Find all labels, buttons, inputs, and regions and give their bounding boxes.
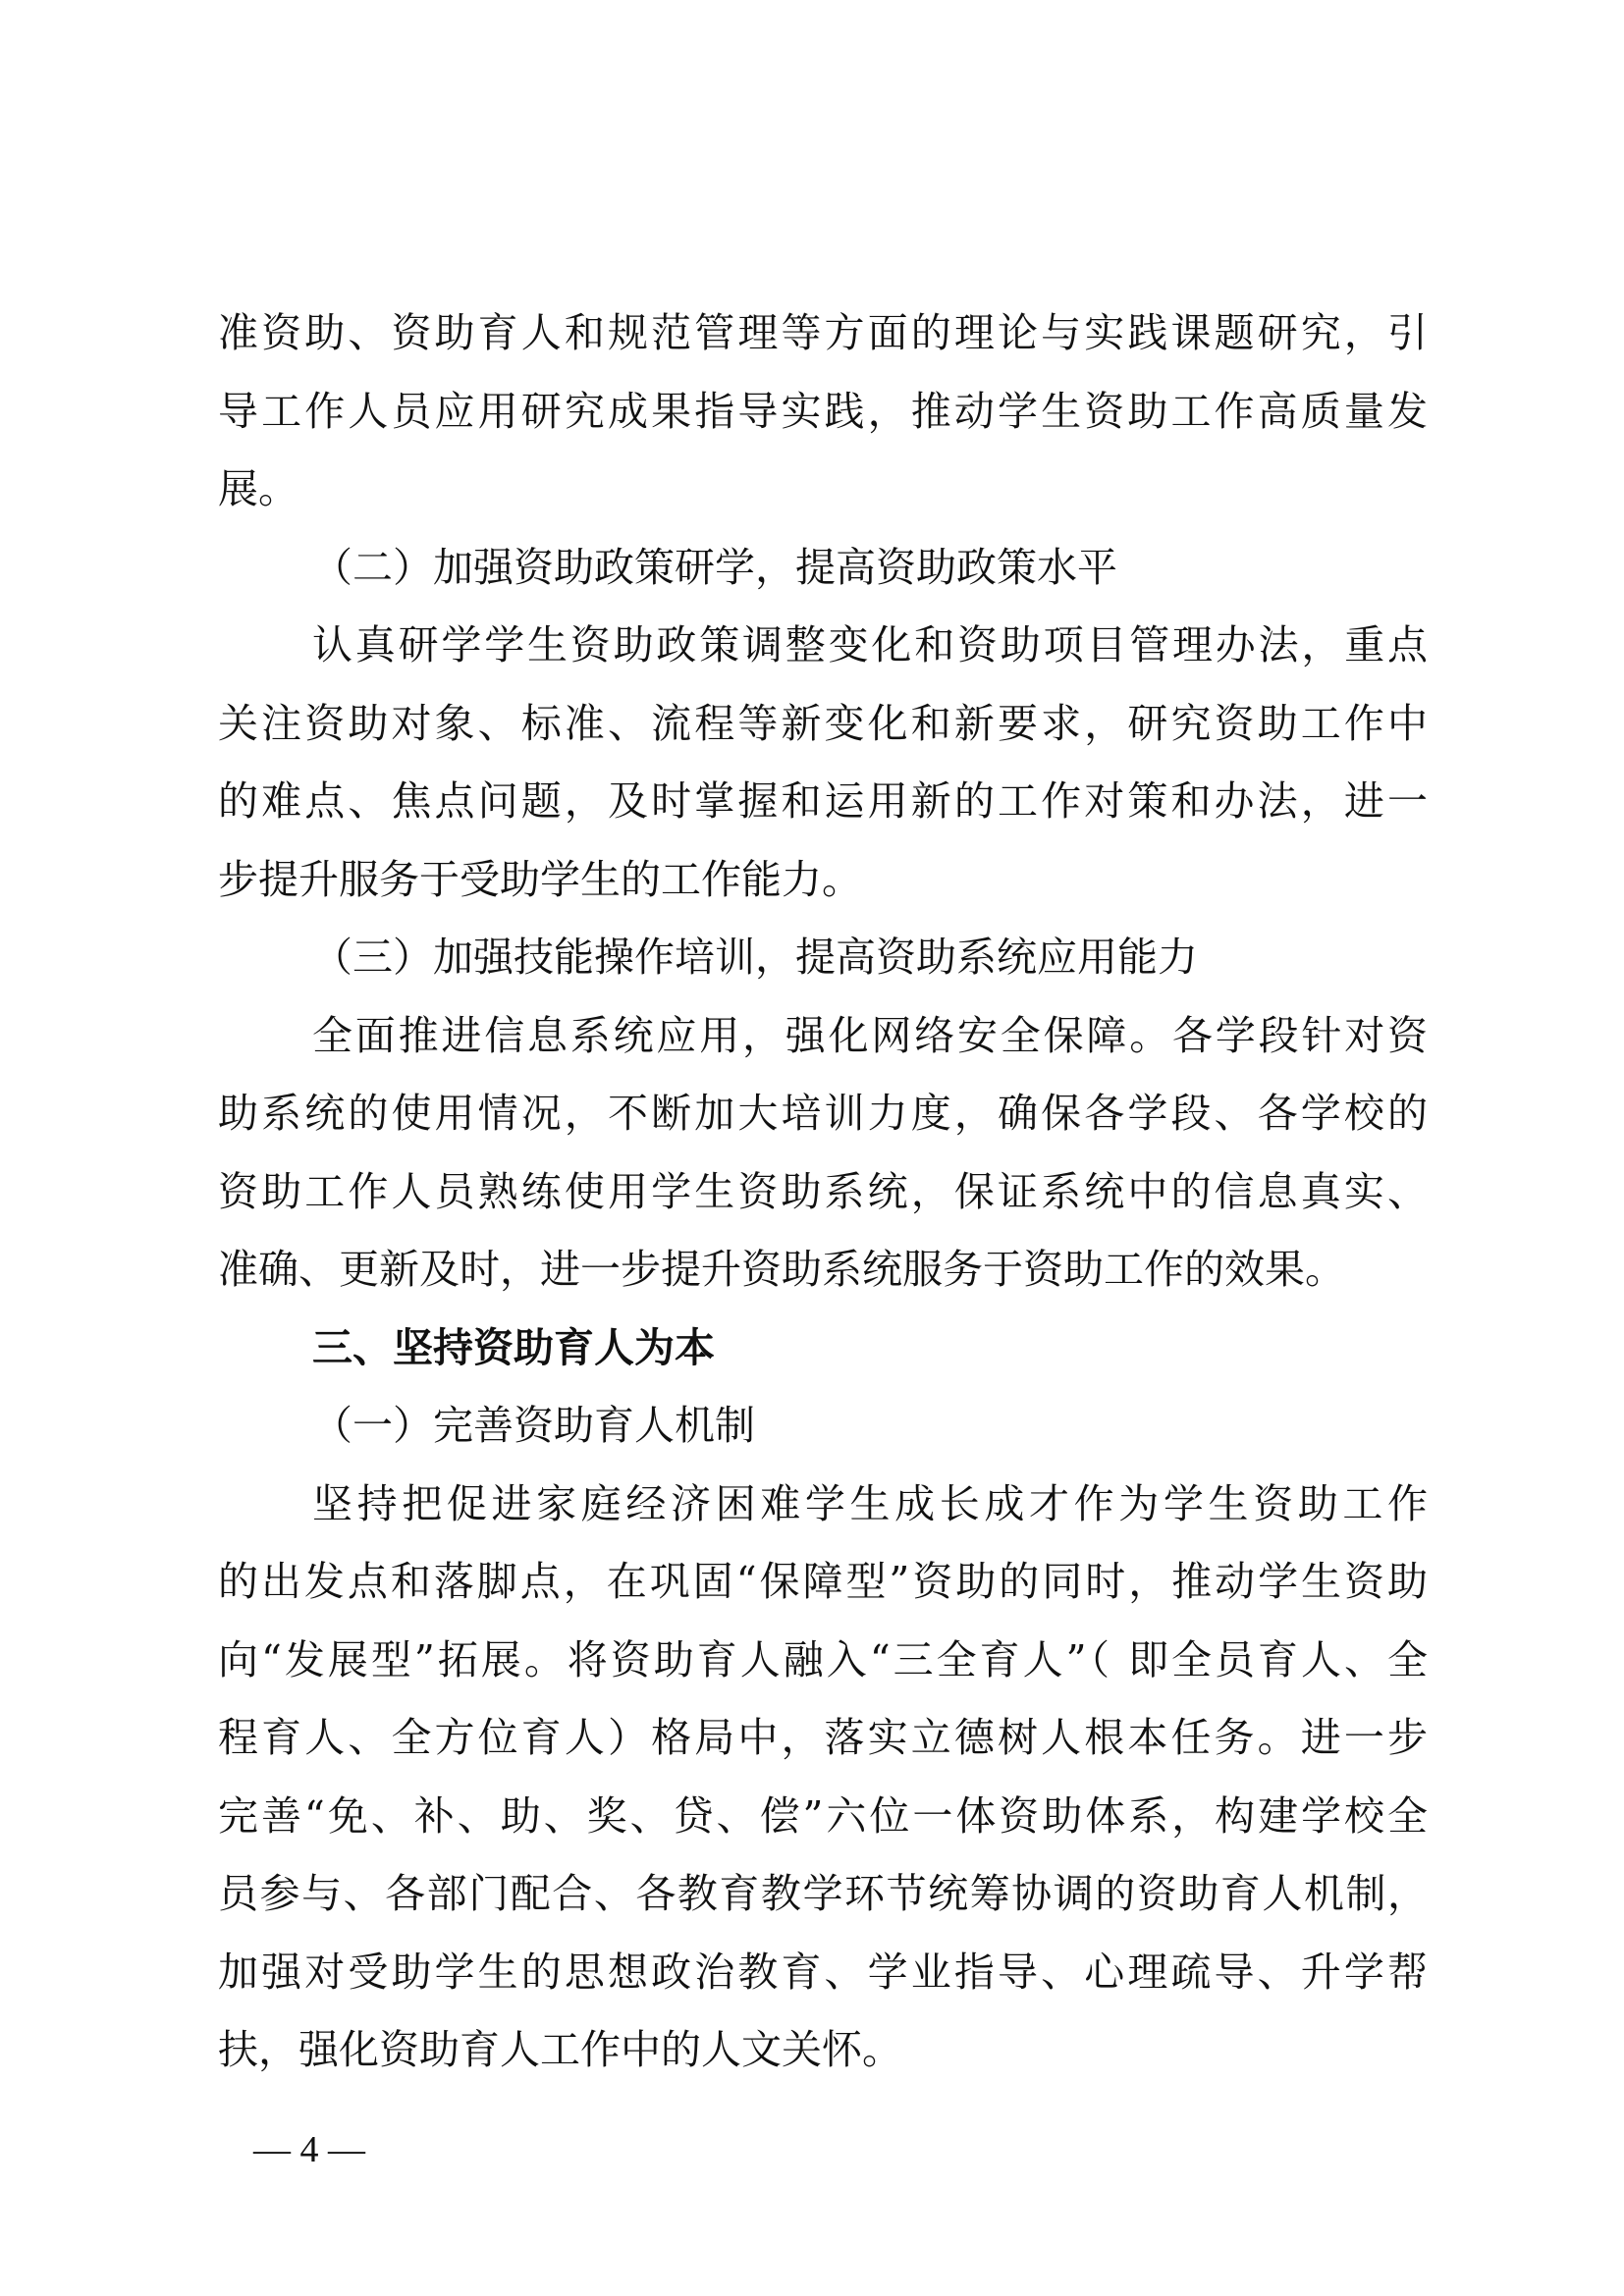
paragraph-4 [218,1466,1428,2090]
paragraph-3 [218,997,1428,1309]
section-heading-2-3: （三）加强技能操作培训，提高资助系统应用能力 [312,934,1198,981]
paragraph-line: 完善“免、补、助、奖、贷、偿”六位一体资助体系，构建学校全 [218,1791,1428,1840]
paragraph-line: 加强对受助学生的思想政治教育、学业指导、心理疏导、升学帮 [218,1948,1428,1996]
page-number: — 4 — [253,2129,365,2170]
paragraph-line: 扶，强化资助育人工作中的人文关怀。 [218,2026,902,2073]
paragraph-line: 资助工作人员熟练使用学生资助系统，保证系统中的信息真实、 [218,1167,1428,1215]
paragraph-line: 关注资助对象、标准、流程等新变化和新要求，研究资助工作中 [218,699,1428,747]
paragraph-line: 的难点、焦点问题，及时掌握和运用新的工作对策和办法，进一 [218,777,1428,825]
paragraph-line: 员参与、各部门配合、各教育教学环节统筹协调的资助育人机制， [218,1870,1428,1917]
section-heading-3-1: （一）完善资助育人机制 [312,1402,755,1449]
paragraph-1 [218,294,1428,529]
paragraph-line: 认真研学学生资助政策调整变化和资助项目管理办法，重点 [312,621,1428,668]
paragraph-line: 准资助、资助育人和规范管理等方面的理论与实践课题研究，引 [218,309,1428,356]
paragraph-line: 展。 [218,465,298,512]
paragraph-line: 向“发展型”拓展。将资助育人融入“三全育人”（ 即全员育人、全 [218,1635,1428,1683]
paragraph-line: 准确、更新及时，进一步提升资助系统服务于资助工作的效果。 [218,1246,1345,1293]
paragraph-line: 步提升服务于受助学生的工作能力。 [218,855,862,903]
paragraph-line: 全面推进信息系统应用，强化网络安全保障。各学段针对资 [312,1011,1428,1059]
paragraph-line: 助系统的使用情况，不断加大培训力度，确保各学段、各学校的 [218,1090,1428,1137]
paragraph-2 [218,607,1428,919]
paragraph-line: 坚持把促进家庭经济困难学生成长成才作为学生资助工作 [312,1479,1428,1527]
paragraph-line: 的出发点和落脚点，在巩固“保障型”资助的同时，推动学生资助 [218,1558,1428,1605]
section-heading-3: 三、坚持资助育人为本 [312,1323,715,1371]
paragraph-line: 程育人、全方位育人）格局中，落实立德树人根本任务。进一步 [218,1714,1428,1761]
section-heading-2-2: （二）加强资助政策研学，提高资助政策水平 [312,543,1117,591]
paragraph-line: 导工作人员应用研究成果指导实践，推动学生资助工作高质量发 [218,387,1428,435]
document-body [218,294,1428,2090]
